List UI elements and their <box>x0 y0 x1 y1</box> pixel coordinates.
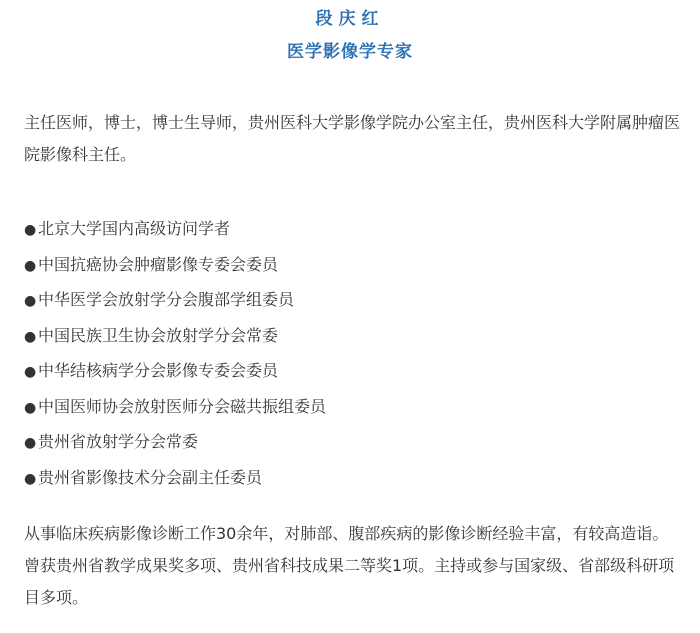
experience-paragraph: 从事临床疾病影像诊断工作30余年，对肺部、腹部疾病的影像诊断经验丰富，有较高造诣。曾获贵州省教学成果奖多项、贵州省科技成果二等奖1项。主持或参与国家级、省部级科研项目多项。 <box>24 524 675 607</box>
list-item <box>24 354 326 390</box>
list-item <box>24 390 326 426</box>
position-label: 贵州省放射学分会常委 <box>38 432 199 451</box>
bullet-icon: ● <box>24 399 37 416</box>
bullet-icon: ● <box>24 470 37 487</box>
list-item <box>24 248 326 284</box>
bullet-icon: ● <box>24 364 37 380</box>
list-item <box>24 461 326 497</box>
expert-title: 医学影像学专家 <box>287 42 413 62</box>
position-label: 中华结核病学分会影像专委会委员 <box>38 361 279 380</box>
bullet-icon: ● <box>24 328 37 345</box>
intro-paragraph: 主任医师，博士，博士生导师，贵州医科大学影像学院办公室主任，贵州医科大学附属肿瘤医院影像科主任。 <box>24 113 681 164</box>
position-label: 中国民族卫生协会放射学分会常委 <box>38 325 279 345</box>
positions-list <box>24 212 326 496</box>
bullet-icon: ● <box>24 222 37 238</box>
list-item <box>24 319 326 355</box>
position-label: 中国医师协会放射医师分会磁共振组委员 <box>38 396 327 416</box>
bullet-icon: ● <box>24 257 37 274</box>
position-label: 北京大学国内高级访问学者 <box>38 219 231 238</box>
expert-name: 段庆红 <box>315 9 385 29</box>
list-item <box>24 212 326 248</box>
bullet-icon: ● <box>24 293 37 309</box>
position-label: 贵州省影像技术分会副主任委员 <box>38 467 263 487</box>
list-item <box>24 425 326 461</box>
bullet-icon: ● <box>24 435 37 451</box>
position-label: 中国抗癌协会肿瘤影像专委会委员 <box>38 254 279 274</box>
position-label: 中华医学会放射学分会腹部学组委员 <box>38 290 295 309</box>
list-item <box>24 283 326 319</box>
